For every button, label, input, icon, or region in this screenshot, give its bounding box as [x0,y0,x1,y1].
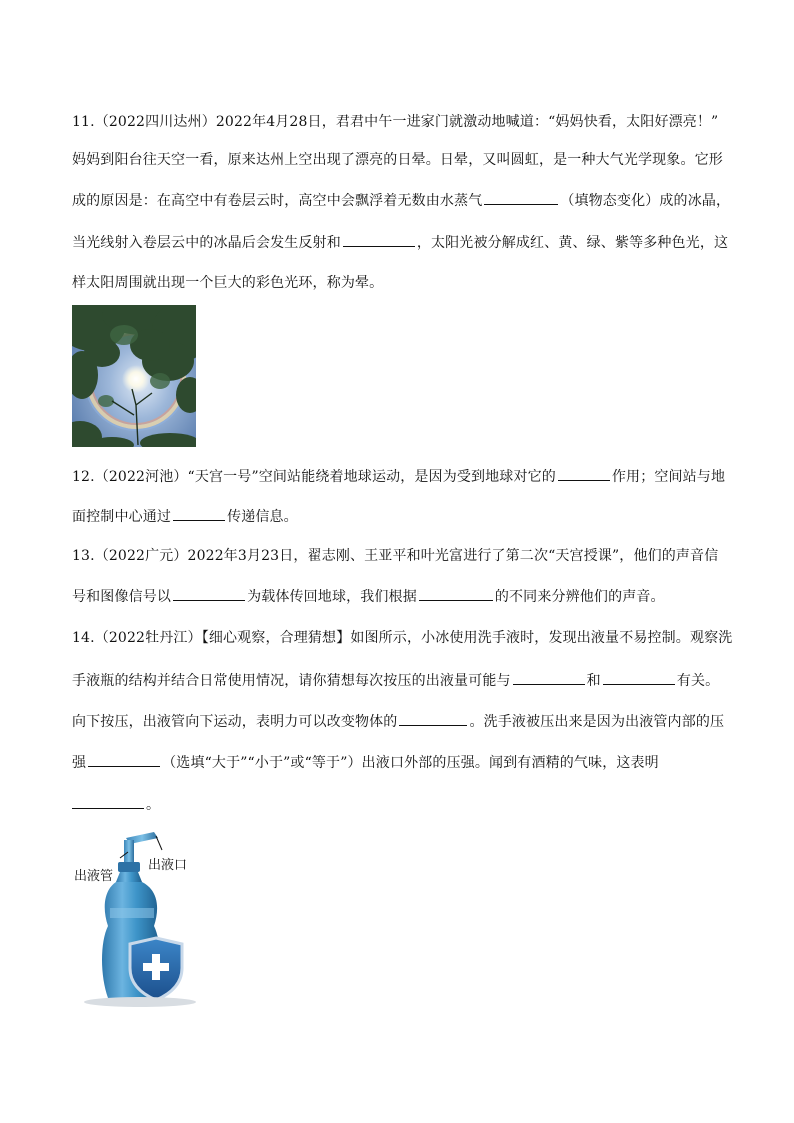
q11-text: （填物态变化）成的冰晶， [560,193,731,209]
sanitizer-bottle-figure [70,830,200,1010]
q14-line-1: 14.（2022牡丹江）【细心观察，合理猜想】如图所示，小冰使用洗手液时，发现出液量不易控制。观察洗 [72,630,733,646]
answer-blank[interactable] [88,752,160,767]
q14-text: 。洗手液被压出来是因为出液管内部的压 [469,714,725,730]
q11-text: ，太阳光被分解成红、黄、绿、紫等多种色光，这 [416,235,729,251]
answer-blank[interactable] [343,232,415,247]
q14-line-4 [72,752,659,773]
q13-line-1: 13.（2022广元）2022年3月23日，翟志刚、王亚平和叶光富进行了第二次“天宫授课”，他们的声音信 [72,548,719,564]
answer-blank[interactable] [173,506,225,521]
q14-line-2 [72,670,719,691]
q12-text: 12.（2022河池）“天宫一号”空间站能绕着地球运动，是因为受到地球对它的 [72,469,556,485]
q11-text: 成的原因是：在高空中有卷层云时，高空中会飘浮着无数由水蒸气 [72,193,483,209]
q11-line-4 [72,232,728,253]
q14-text: 强 [72,755,87,771]
q11-line-3 [72,190,730,211]
q12-line-2 [72,506,298,527]
answer-blank[interactable] [72,794,144,809]
q14-text: 有关。 [676,673,720,689]
q14-text: 向下按压，出液管向下运动，表明力可以改变物体的 [72,714,398,730]
answer-blank[interactable] [399,711,467,726]
q12-line-1 [72,466,725,487]
q11-line-2: 妈妈到阳台往天空一看，原来达州上空出现了漂亮的日晕。日晕，又叫圆虹，是一种大气光学现象。它形 [72,152,723,168]
q14-line-3 [72,711,724,732]
q13-text: 号和图像信号以 [72,589,172,605]
answer-blank[interactable] [513,670,585,685]
q11-text: 当光线射入卷层云中的冰晶后会发生反射和 [72,235,341,251]
answer-blank[interactable] [603,670,675,685]
answer-blank[interactable] [419,586,493,601]
q12-text: 传递信息。 [227,509,298,525]
answer-blank[interactable] [558,466,610,481]
q12-text: 面控制中心通过 [72,509,172,525]
tube-label: 出液管 [74,869,114,884]
q14-text: （选填“大于”“小于”或“等于”）出液口外部的压强。闻到有酒精的气味，这表明 [162,755,659,771]
q13-text: 为载体传回地球，我们根据 [247,589,417,605]
q14-line-5 [72,794,160,815]
answer-blank[interactable] [173,586,245,601]
answer-blank[interactable] [484,190,558,205]
q12-text: 作用；空间站与地 [611,469,726,485]
q11-line-1: 11.（2022四川达州）2022年4月28日，君君中午一进家门就激动地喊道：“妈妈快看，太阳好漂亮！” [72,114,719,130]
outlet-label: 出液口 [148,858,188,873]
q14-text: 手液瓶的结构并结合日常使用情况，请你猜想每次按压的出液量可能与 [72,673,511,689]
q11-line-5: 样太阳周围就出现一个巨大的彩色光环，称为晕。 [72,275,384,291]
sun-halo-photo [72,305,196,447]
q14-text: 。 [146,797,161,813]
q14-text: 和 [586,673,601,689]
q13-text: 的不同来分辨他们的声音。 [494,589,665,605]
q13-line-2 [72,586,665,607]
